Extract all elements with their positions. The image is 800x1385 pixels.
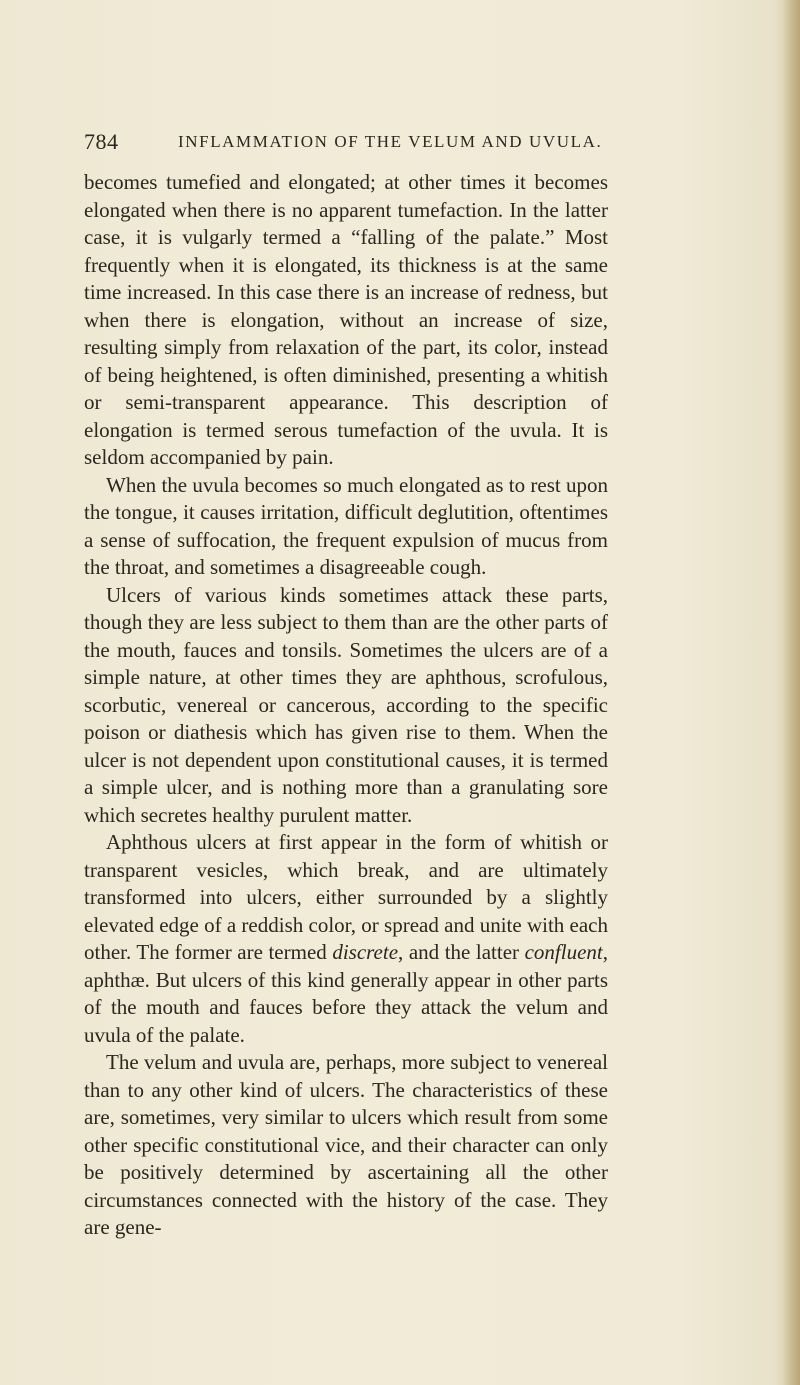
paragraph: The velum and uvula are, perhaps, more subject to venereal than to any other kind of ulcers. The characteristics of these are, sometimes, very similar to ulcers which result from some other specific constitutional vice, and their character can only be positively determined by ascertaining all the other circumstances connected with the history of the case. They are gene- [84,1050,608,1239]
paragraph: Ulcers of various kinds sometimes attack these parts, though they are less subject to them than are the other parts of the mouth, fauces and tonsils. Sometimes the ulcers are of a simple nature, at other times they are aphthous, scrofulous, scorbutic, venereal or cancerous, according to the specific poison or diathesis which has given rise to them. When the ulcer is not dependent upon constitutional causes, it is termed a simple ulcer, and is nothing more than a granulating sore which secretes healthy purulent matter. [84,582,608,827]
body-text [84,169,608,1242]
page-header [84,129,644,159]
paragraph-text: Aphthous ulcers at first appear in the form of whitish or transparent vesicles, which break, and are ultimately transformed into ulcers, either surrounded by a slightly elevated edge of a reddish color, or spread and unite with each other. The former are termed [84,830,608,964]
page-number: 784 [84,129,119,154]
paragraph [84,829,608,1049]
paragraph: becomes tumefied and elongated; at other times it becomes elongated when there is no apparent tumefaction. In the latter case, it is vulgarly termed a “falling of the palate.” Most frequently when it is elongated, its thickness is at the same time increased. In this case there is an increase of redness, but when there is elongation, without an increase of size, resulting simply from relaxation of the part, its color, instead of being heightened, is often diminished, presenting a whitish or semi-transparent appearance. This description of elongation is termed serous tumefaction of the uvula. It is seldom accompanied by pain. [84,170,608,469]
term-confluent: confluent [524,940,603,964]
paragraph-text: , aphthæ. But ulcers of this kind generally appear in other parts of the mouth and fauces before they attack the velum and uvula of the palate. [84,940,608,1047]
page-edge-shadow [774,0,800,1385]
paragraph: When the uvula becomes so much elongated as to rest upon the tongue, it causes irritation, difficult deglutition, oftentimes a sense of suffocation, the frequent expulsion of mucus from the throat, and sometimes a disagreeable cough. [84,472,608,579]
term-discrete: discrete [332,940,399,964]
paragraph-text: , and the latter [398,940,525,964]
running-head: INFLAMMATION OF THE VELUM AND UVULA. [178,132,603,151]
